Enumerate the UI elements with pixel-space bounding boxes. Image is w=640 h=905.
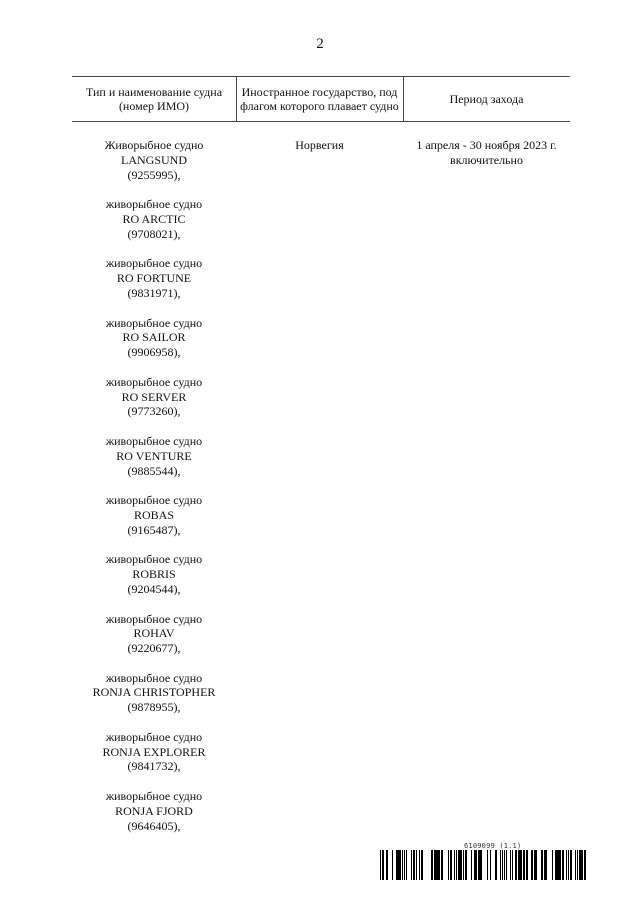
call-period-value: 1 апреля - 30 ноября 2023 г. включительно [416,138,557,167]
vessel-type: живорыбное судно [105,315,203,330]
flag-state-value: Норвегия [295,138,344,152]
vessel-type: Живорыбное судно [104,138,204,152]
vessel-name: RO VENTURE [116,448,192,463]
vessel-type: живорыбное судно [105,729,203,744]
vessel-type: живорыбное судно [105,197,203,212]
vessel-name: ROBAS [133,507,174,522]
vessel-name: RONJA CHRISTOPHER [92,685,216,700]
vessel-entry [72,375,236,434]
vessel-type: живорыбное судно [105,374,203,389]
vessel-entry [72,671,236,730]
vessel-name: RO ARCTIC [122,211,186,226]
vessel-name: RO SAILOR [122,330,186,345]
page-number: 2 [316,36,324,52]
vessel-type: живорыбное судно [105,433,203,448]
vessel-name: ROBRIS [132,567,176,582]
header-flag-state: Иностранное государство, под флагом которого плавает судно [240,84,399,113]
vessel-imo: (9165487), [127,522,181,537]
vessel-entry [72,612,236,671]
table-header-bottom-rule [72,121,570,122]
vessel-entry [72,197,236,256]
vessel-type: живорыбное судно [105,256,203,271]
header-vessel-type-name: Тип и наименование судна (номер ИМО) [85,84,223,113]
vessel-entry [72,493,236,552]
vessel-entry [72,789,236,848]
vessel-entry [72,316,236,375]
vessel-imo: (9220677), [127,641,181,656]
vessel-type: живорыбное судно [105,789,203,804]
vessel-imo: (9906958), [127,345,181,360]
vessel-name: LANGSUND [121,152,187,167]
vessel-imo: (9878955), [127,700,181,715]
vessel-imo: (9708021), [127,226,181,241]
vessel-type: живорыбное судно [105,611,203,626]
vessel-entry [72,730,236,789]
vessel-name: RO SERVER [121,389,187,404]
vessel-name: RONJA FJORD [115,803,193,818]
vessel-imo: (9831971), [127,285,181,300]
vessel-imo: (9885544), [127,463,181,478]
vessel-imo: (9646405), [127,818,181,833]
header-call-period: Период захода [449,91,524,106]
barcode-image [380,850,590,880]
vessel-name: ROHAV [133,626,175,641]
vessel-type: живорыбное судно [105,493,203,508]
vessel-list [72,138,236,848]
vessel-entry [72,138,236,197]
vessel-imo: (9773260), [127,404,181,419]
barcode-label: 6109099 (1.1) [464,842,522,850]
vessel-name: RONJA EXPLORER [102,744,206,759]
vessel-imo: (9255995), [127,167,181,182]
vessel-type: живорыбное судно [105,670,203,685]
vessel-name: RO FORTUNE [116,271,192,286]
vessel-entry [72,434,236,493]
vessel-imo: (9841732), [127,759,181,774]
vessel-type: живорыбное судно [105,552,203,567]
vessel-entry [72,552,236,611]
vessel-imo: (9204544), [127,581,181,596]
vessel-entry [72,256,236,315]
